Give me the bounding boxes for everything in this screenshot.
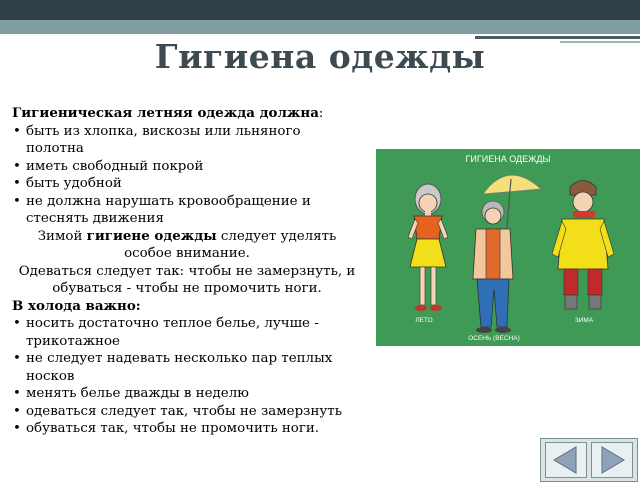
list-item: • иметь свободный покрой xyxy=(26,158,362,176)
top-bar-dark xyxy=(0,0,640,20)
summer-heading-text: Гигиеническая летняя одежда должна xyxy=(12,105,319,121)
triangle-left-icon xyxy=(546,443,586,477)
summer-heading-colon: : xyxy=(318,106,324,121)
clothing-illustration xyxy=(376,149,640,346)
slide-title: Гигиена одежды xyxy=(154,37,486,76)
list-item: • не должна нарушать кровообращение и стеснять движения xyxy=(26,193,362,228)
list-item: • одеваться следует так, чтобы не замерзнуть xyxy=(26,403,362,421)
list-item: • не следует надевать несколько пар теплых носков xyxy=(26,350,362,385)
winter-note-post: следует уделять особое внимание. xyxy=(124,228,337,261)
label-winter: ЗИМА xyxy=(574,317,594,324)
triangle-right-icon xyxy=(592,443,632,477)
winter-note xyxy=(12,228,362,263)
dress-note: Одеваться следует так: чтобы не замерзнуть, и обуваться - чтобы не промочить ноги. xyxy=(18,263,356,296)
winter-note-pre: Зимой xyxy=(37,228,87,244)
illustration-title: ГИГИЕНА ОДЕЖДЫ xyxy=(465,154,551,164)
label-summer: ЛЕТО xyxy=(415,317,433,324)
previous-slide-button[interactable] xyxy=(545,442,587,478)
cold-list xyxy=(12,315,362,438)
label-autumn: ОСЕНЬ (ВЕСНА) xyxy=(468,335,520,342)
summer-list xyxy=(12,123,362,228)
list-item: • быть удобной xyxy=(26,175,362,193)
list-item: • обуваться так, чтобы не промочить ноги. xyxy=(26,420,362,438)
slide-body xyxy=(12,105,362,438)
top-bar-light xyxy=(0,20,640,34)
winter-note-bold: гигиене одежды xyxy=(86,227,217,244)
list-item: • менять белье дважды в неделю xyxy=(26,385,362,403)
list-item: • быть из хлопка, вискозы или льняного полотна xyxy=(26,123,362,158)
cold-heading: В холода важно: xyxy=(12,297,141,314)
next-slide-button[interactable] xyxy=(591,442,633,478)
list-item: • носить достаточно теплое белье, лучше - трикотажное xyxy=(26,315,362,350)
summer-heading xyxy=(12,105,362,123)
slide-navigation xyxy=(540,438,638,482)
